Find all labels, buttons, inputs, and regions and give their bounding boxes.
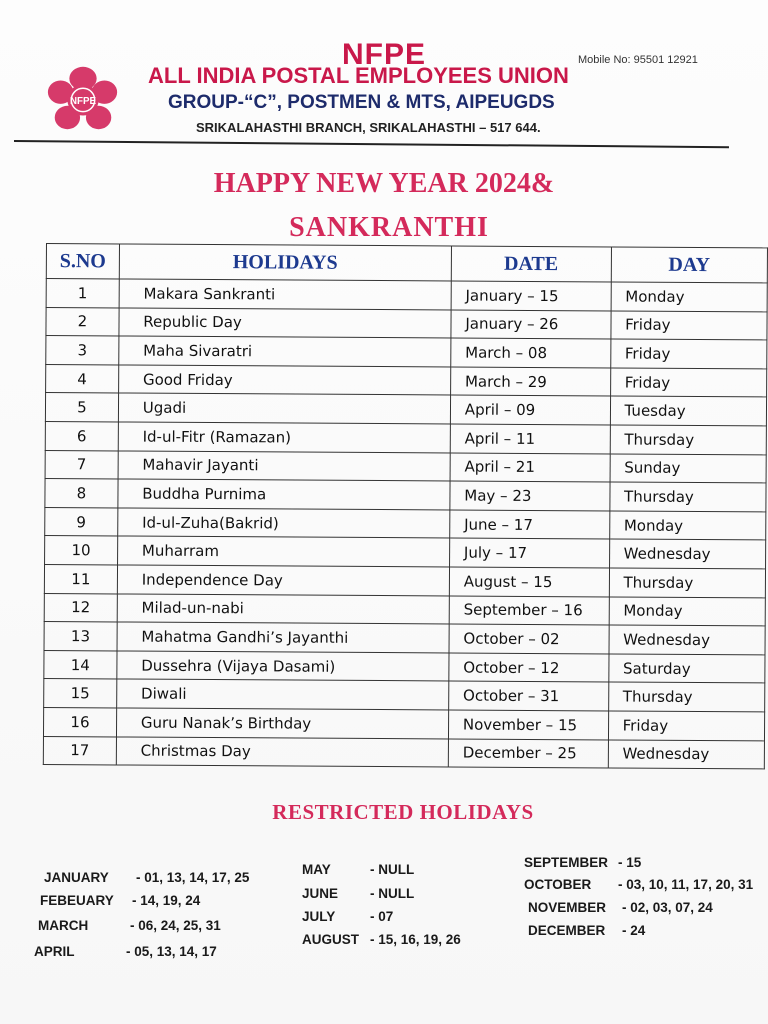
restricted-dates: - 15, 16, 19, 26 [370,932,461,947]
table-row [43,707,764,740]
restricted-month: OCTOBER [524,877,592,892]
day-cell: Saturday [608,654,765,684]
restricted-item [302,862,414,877]
sno-cell: 5 [45,393,118,422]
table-row [44,593,765,626]
table-row [45,393,766,426]
restricted-month: JULY [302,909,336,924]
holiday-cell: Republic Day [119,308,451,339]
holiday-cell: Guru Nanak’s Birthday [116,708,448,739]
sno-cell: 3 [46,336,119,365]
day-cell: Friday [610,368,767,398]
restricted-item [524,855,641,870]
restricted-dates: - 05, 13, 14, 17 [126,944,217,959]
date-cell: July – 17 [449,538,609,568]
table-row [45,536,766,569]
holiday-cell: Mahatma Gandhi’s Jayanthi [117,622,449,653]
restricted-title: RESTRICTED HOLIDAYS [272,800,534,824]
sno-cell: 15 [44,679,117,708]
restricted-item [302,909,393,924]
holiday-cell: Good Friday [118,365,450,396]
restricted-dates: - 03, 10, 11, 17, 20, 31 [618,877,754,892]
page-title-line2: SANKRANTHI [289,212,489,243]
date-cell: June – 17 [450,510,610,540]
restricted-item [528,900,713,915]
restricted-month: SEPTEMBER [524,855,609,870]
page-title-line1: HAPPY NEW YEAR 2024& [213,168,555,199]
holiday-cell: Maha Sivaratri [119,336,451,367]
day-cell: Sunday [610,454,767,484]
header-date: DATE [451,246,611,282]
holiday-cell: Buddha Purnima [118,479,450,510]
header-divider [14,140,729,148]
restricted-item [528,923,645,938]
table-row [46,307,767,340]
sno-cell: 7 [45,450,118,479]
header-sno: S.NO [46,244,119,279]
header-day: DAY [611,247,768,283]
table-row [45,421,766,454]
sno-cell: 10 [45,536,118,565]
restricted-item [302,886,414,901]
date-cell: March – 08 [451,338,611,368]
restricted-month: APRIL [34,944,75,959]
sno-cell: 6 [45,421,118,450]
holiday-cell: Id-ul-Zuha(Bakrid) [118,508,450,539]
holiday-cell: Muharram [117,536,449,567]
nfpe-logo [44,62,122,134]
table-row [44,679,765,712]
date-cell: January – 26 [451,310,611,340]
sno-cell: 8 [45,479,118,508]
restricted-month: AUGUST [302,932,359,947]
restricted-item [34,944,217,959]
date-cell: December – 25 [448,738,608,768]
table-row [46,336,767,369]
restricted-dates: - 24 [622,923,646,938]
sno-cell: 1 [46,279,119,308]
restricted-dates: - 15 [618,855,642,870]
day-cell: Monday [609,596,766,626]
date-cell: April – 21 [450,453,610,483]
restricted-dates: - 14, 19, 24 [132,893,201,908]
restricted-month: JUNE [302,886,339,901]
holiday-cell: Milad-un-nabi [117,593,449,624]
date-cell: November – 15 [448,710,608,740]
date-cell: September – 16 [449,596,609,626]
restricted-dates: - NULL [370,886,415,901]
table-row [46,364,767,397]
day-cell: Wednesday [608,739,765,769]
restricted-month: DECEMBER [528,923,606,938]
day-cell: Thursday [609,568,766,598]
holiday-cell: Id-ul-Fitr (Ramazan) [118,422,450,453]
restricted-month: FEBEUARY [40,893,114,908]
day-cell: Thursday [610,425,767,455]
restricted-month: NOVEMBER [528,900,607,915]
day-cell: Friday [608,711,765,741]
table-header-row [46,244,767,283]
sno-cell: 12 [44,593,117,622]
date-cell: October – 02 [449,624,609,654]
date-cell: October – 12 [449,653,609,683]
date-cell: May – 23 [450,481,610,511]
sno-cell: 9 [45,507,118,536]
restricted-month: JANUARY [44,870,109,885]
table-row [43,736,764,769]
table-row [44,622,765,655]
sno-cell: 16 [43,707,116,736]
restricted-dates: - 01, 13, 14, 17, 25 [136,870,250,885]
restricted-dates: - 02, 03, 07, 24 [622,900,713,915]
branch-address: SRIKALAHASTHI BRANCH, SRIKALAHASTHI – 517 644. [196,120,541,135]
table-row [45,450,766,483]
holiday-cell: Makara Sankranti [119,279,451,310]
sno-cell: 17 [43,736,116,765]
date-cell: March – 29 [450,367,610,397]
date-cell: April – 11 [450,424,610,454]
date-cell: January – 15 [451,281,611,311]
table-row [46,279,767,312]
table-body [43,279,767,769]
day-cell: Thursday [608,682,765,712]
date-cell: August – 15 [449,567,609,597]
sno-cell: 14 [44,650,117,679]
restricted-item [302,932,461,947]
date-cell: April – 09 [450,395,610,425]
date-cell: October – 31 [448,681,608,711]
day-cell: Friday [610,339,767,369]
restricted-item [40,893,200,908]
day-cell: Wednesday [609,539,766,569]
table-row [44,650,765,683]
restricted-month: MARCH [38,918,89,933]
day-cell: Monday [611,282,768,312]
holiday-cell: Diwali [116,679,448,710]
day-cell: Tuesday [610,396,767,426]
day-cell: Friday [611,311,768,341]
restricted-item [38,918,221,933]
day-cell: Wednesday [609,625,766,655]
restricted-dates: - 06, 24, 25, 31 [130,918,221,933]
holiday-cell: Christmas Day [116,736,448,767]
sno-cell: 2 [46,307,119,336]
sno-cell: 13 [44,622,117,651]
restricted-dates: - NULL [370,862,415,877]
sno-cell: 11 [44,564,117,593]
restricted-month: MAY [302,862,331,877]
restricted-item [44,870,249,885]
table-row [45,507,766,540]
sno-cell: 4 [46,364,119,393]
day-cell: Thursday [609,482,766,512]
union-name: ALL INDIA POSTAL EMPLOYEES UNION [148,63,569,88]
holiday-cell: Dussehra (Vijaya Dasami) [117,651,449,682]
day-cell: Monday [609,511,766,541]
header-holidays: HOLIDAYS [119,244,451,281]
restricted-dates: - 07 [370,909,394,924]
holiday-table [43,243,768,769]
table-row [45,479,766,512]
holiday-cell: Independence Day [117,565,449,596]
org-short-name: NFPE [341,38,426,71]
table-row [44,564,765,597]
logo-text: NFPE [69,95,97,107]
restricted-item [524,877,753,892]
holiday-cell: Ugadi [118,393,450,424]
mobile-number: Mobile No: 95501 12921 [578,54,698,66]
holiday-cell: Mahavir Jayanti [118,451,450,482]
union-group: GROUP-“C”, POSTMEN & MTS, AIPEUGDS [168,92,555,113]
